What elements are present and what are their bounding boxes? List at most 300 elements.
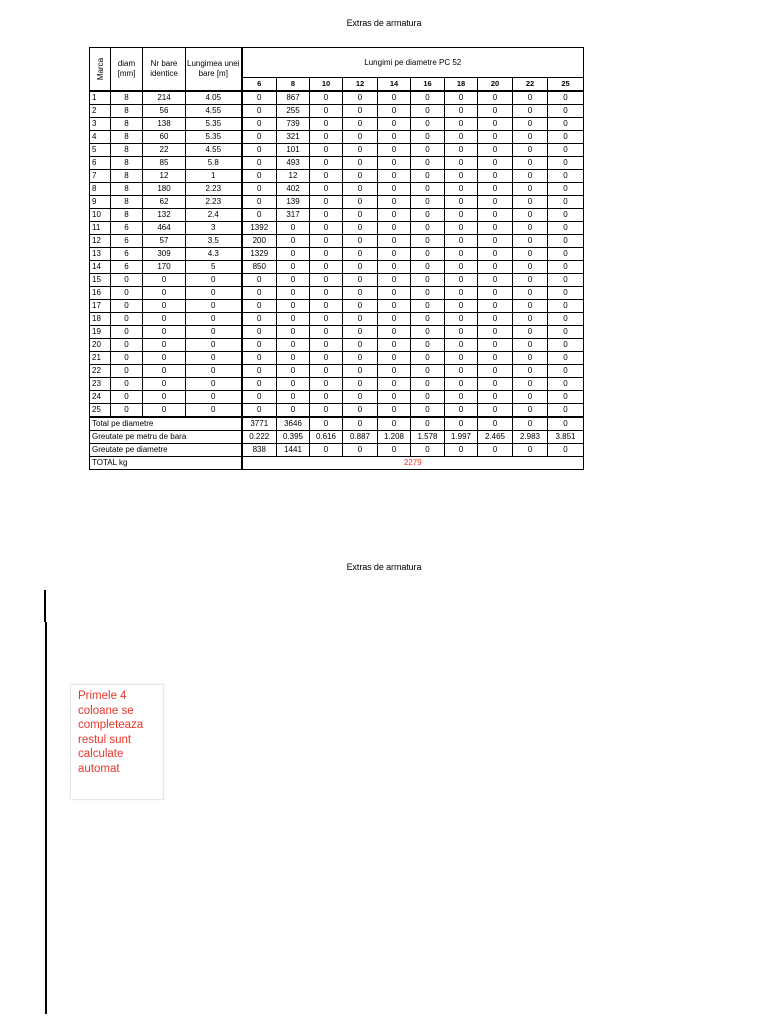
cell-lungime-diametru: 0 — [310, 170, 343, 183]
greutate-pe-diametre-row-value: 838 — [242, 444, 277, 457]
cell-lungime-diametru: 0 — [513, 287, 548, 300]
cell-lungime-diametru: 0 — [478, 144, 513, 157]
cell-lungime-diametru: 0 — [445, 91, 478, 105]
header-diameter: 12 — [343, 78, 378, 92]
cell-diam: 0 — [111, 300, 143, 313]
cell-lungime-diametru: 0 — [411, 261, 445, 274]
cell-lungime-diametru: 0 — [445, 339, 478, 352]
cell-lungime-diametru: 0 — [478, 157, 513, 170]
cell-lungime-diametru: 0 — [478, 170, 513, 183]
greutate-pe-diametre-row-value: 0 — [310, 444, 343, 457]
cell-lungime-diametru: 0 — [548, 235, 584, 248]
table-row — [90, 378, 584, 391]
cell-lungime-diametru: 0 — [478, 378, 513, 391]
cell-nr-bare: 0 — [143, 313, 186, 326]
cell-marca: 22 — [90, 365, 111, 378]
cell-lungime-diametru: 0 — [548, 378, 584, 391]
table-row — [90, 300, 584, 313]
cell-lungime-diametru: 0 — [478, 404, 513, 418]
cell-diam: 8 — [111, 170, 143, 183]
cell-lungime-diametru: 0 — [378, 183, 411, 196]
cell-lungime-diametru: 0 — [445, 209, 478, 222]
cell-lungime-diametru: 0 — [445, 196, 478, 209]
header-diameter: 10 — [310, 78, 343, 92]
cell-lungime-diametru: 0 — [411, 300, 445, 313]
cell-lungime: 4.3 — [186, 248, 242, 261]
cell-lungime: 4.55 — [186, 105, 242, 118]
cell-lungime: 4.55 — [186, 144, 242, 157]
sheet-title-top: Extras de armatura — [346, 18, 422, 28]
cell-lungime-diametru: 101 — [277, 144, 310, 157]
cell-lungime-diametru: 0 — [310, 352, 343, 365]
cell-lungime-diametru: 0 — [513, 261, 548, 274]
cell-lungime-diametru: 0 — [310, 144, 343, 157]
cell-lungime-diametru: 0 — [343, 170, 378, 183]
table-row — [90, 274, 584, 287]
cell-nr-bare: 60 — [143, 131, 186, 144]
cell-marca: 3 — [90, 118, 111, 131]
cell-lungime-diametru: 0 — [445, 235, 478, 248]
cell-lungime-diametru: 0 — [343, 196, 378, 209]
cell-lungime-diametru: 317 — [277, 209, 310, 222]
cell-lungime-diametru: 0 — [411, 287, 445, 300]
cell-lungime-diametru: 0 — [445, 378, 478, 391]
cell-lungime-diametru: 0 — [242, 183, 277, 196]
table-row — [90, 287, 584, 300]
cell-lungime: 0 — [186, 313, 242, 326]
greutate-pe-metru-row — [90, 431, 584, 444]
cell-nr-bare: 62 — [143, 196, 186, 209]
greutate-pe-diametre-row-value: 0 — [445, 444, 478, 457]
cell-lungime-diametru: 0 — [411, 248, 445, 261]
cell-nr-bare: 214 — [143, 91, 186, 105]
cell-lungime-diametru: 0 — [277, 365, 310, 378]
cell-nr-bare: 0 — [143, 391, 186, 404]
cell-lungime-diametru: 0 — [343, 274, 378, 287]
cell-lungime-diametru: 0 — [378, 209, 411, 222]
cell-diam: 8 — [111, 209, 143, 222]
comment-note[interactable] — [70, 684, 164, 800]
cell-lungime-diametru: 0 — [310, 248, 343, 261]
greutate-pe-metru-row-value: 0.616 — [310, 431, 343, 444]
header-diameter: 22 — [513, 78, 548, 92]
cell-lungime-diametru: 0 — [513, 352, 548, 365]
cell-lungime-diametru: 0 — [310, 157, 343, 170]
cell-marca: 4 — [90, 131, 111, 144]
cell-nr-bare: 0 — [143, 378, 186, 391]
cell-lungime-diametru: 0 — [411, 183, 445, 196]
cell-lungime-diametru: 0 — [378, 248, 411, 261]
cell-lungime-diametru: 0 — [478, 287, 513, 300]
cell-lungime-diametru: 0 — [343, 118, 378, 131]
cell-lungime-diametru: 0 — [242, 170, 277, 183]
cell-lungime: 0 — [186, 339, 242, 352]
cell-lungime-diametru: 0 — [310, 391, 343, 404]
cell-lungime-diametru: 0 — [513, 404, 548, 418]
table-row — [90, 235, 584, 248]
greutate-pe-metru-row-label: Greutate pe metru de bara — [90, 431, 242, 444]
cell-lungime-diametru: 1392 — [242, 222, 277, 235]
cell-lungime-diametru: 0 — [277, 300, 310, 313]
cell-lungime-diametru: 0 — [513, 274, 548, 287]
table-row — [90, 157, 584, 170]
cell-lungime-diametru: 0 — [277, 378, 310, 391]
cell-lungime: 4.05 — [186, 91, 242, 105]
cell-lungime-diametru: 255 — [277, 105, 310, 118]
table-row — [90, 91, 584, 105]
cell-diam: 0 — [111, 391, 143, 404]
header-diameter: 8 — [277, 78, 310, 92]
cell-nr-bare: 57 — [143, 235, 186, 248]
cell-nr-bare: 0 — [143, 352, 186, 365]
cell-lungime-diametru: 0 — [478, 365, 513, 378]
cell-lungime-diametru: 0 — [548, 183, 584, 196]
cell-lungime-diametru: 0 — [343, 404, 378, 418]
cell-lungime-diametru: 0 — [478, 183, 513, 196]
cell-lungime-diametru: 0 — [343, 91, 378, 105]
total-pe-diametre-row-value: 0 — [411, 417, 445, 431]
cell-nr-bare: 309 — [143, 248, 186, 261]
header-lungimea: Lungimea unei bare [m] — [186, 48, 242, 92]
cell-lungime-diametru: 0 — [310, 183, 343, 196]
cell-nr-bare: 170 — [143, 261, 186, 274]
cell-lungime-diametru: 0 — [242, 378, 277, 391]
cell-lungime-diametru: 0 — [411, 170, 445, 183]
cell-lungime-diametru: 0 — [242, 300, 277, 313]
table-row — [90, 313, 584, 326]
table-row — [90, 196, 584, 209]
extras-armatura-table — [89, 47, 584, 470]
cell-lungime-diametru: 0 — [411, 274, 445, 287]
cell-diam: 8 — [111, 183, 143, 196]
cell-lungime-diametru: 0 — [378, 391, 411, 404]
cell-nr-bare: 0 — [143, 339, 186, 352]
cell-lungime-diametru: 0 — [513, 91, 548, 105]
cell-lungime-diametru: 0 — [343, 105, 378, 118]
cell-marca: 17 — [90, 300, 111, 313]
cell-lungime-diametru: 0 — [478, 352, 513, 365]
cell-lungime-diametru: 0 — [478, 222, 513, 235]
cell-marca: 19 — [90, 326, 111, 339]
table-row — [90, 261, 584, 274]
cell-lungime-diametru: 0 — [277, 313, 310, 326]
cell-lungime-diametru: 0 — [513, 313, 548, 326]
cell-lungime-diametru: 0 — [378, 91, 411, 105]
table-row — [90, 144, 584, 157]
cell-marca: 6 — [90, 157, 111, 170]
greutate-pe-diametre-row-value: 0 — [513, 444, 548, 457]
cell-lungime-diametru: 0 — [343, 339, 378, 352]
cell-lungime-diametru: 0 — [242, 313, 277, 326]
cell-nr-bare: 0 — [143, 300, 186, 313]
cell-lungime-diametru: 200 — [242, 235, 277, 248]
cell-lungime-diametru: 0 — [513, 248, 548, 261]
cell-lungime-diametru: 0 — [378, 326, 411, 339]
cell-lungime-diametru: 0 — [478, 326, 513, 339]
table-row — [90, 183, 584, 196]
cell-diam: 0 — [111, 274, 143, 287]
cell-lungime-diametru: 0 — [277, 287, 310, 300]
cell-lungime-diametru: 0 — [478, 209, 513, 222]
cell-lungime-diametru: 0 — [513, 300, 548, 313]
total-pe-diametre-row-value: 0 — [445, 417, 478, 431]
cell-lungime-diametru: 0 — [242, 404, 277, 418]
cell-lungime-diametru: 0 — [378, 313, 411, 326]
cell-marca: 7 — [90, 170, 111, 183]
table-row — [90, 339, 584, 352]
cell-diam: 6 — [111, 248, 143, 261]
header-diam: diam [mm] — [111, 48, 143, 92]
cell-lungime-diametru: 0 — [310, 261, 343, 274]
cell-lungime-diametru: 0 — [242, 144, 277, 157]
cell-lungime-diametru: 0 — [513, 209, 548, 222]
cell-lungime-diametru: 0 — [343, 287, 378, 300]
cell-lungime-diametru: 0 — [343, 144, 378, 157]
cell-lungime-diametru: 0 — [411, 118, 445, 131]
header-diameter: 18 — [445, 78, 478, 92]
cell-diam: 8 — [111, 157, 143, 170]
greutate-pe-metru-row-value: 1.997 — [445, 431, 478, 444]
cell-marca: 10 — [90, 209, 111, 222]
cell-lungime-diametru: 0 — [343, 300, 378, 313]
cell-lungime-diametru: 0 — [310, 196, 343, 209]
cell-lungime-diametru: 0 — [310, 365, 343, 378]
cell-lungime-diametru: 0 — [378, 235, 411, 248]
cell-lungime-diametru: 0 — [343, 248, 378, 261]
cell-lungime-diametru: 139 — [277, 196, 310, 209]
cell-marca: 24 — [90, 391, 111, 404]
cell-lungime-diametru: 0 — [378, 339, 411, 352]
cell-lungime-diametru: 0 — [343, 365, 378, 378]
cell-lungime-diametru: 0 — [277, 235, 310, 248]
cell-lungime: 0 — [186, 391, 242, 404]
cell-lungime-diametru: 0 — [411, 105, 445, 118]
cell-lungime-diametru: 0 — [343, 378, 378, 391]
cell-lungime-diametru: 0 — [478, 248, 513, 261]
cell-lungime-diametru: 0 — [478, 105, 513, 118]
cell-lungime-diametru: 0 — [513, 326, 548, 339]
cell-lungime: 5.35 — [186, 131, 242, 144]
cell-lungime-diametru: 0 — [310, 235, 343, 248]
cell-lungime-diametru: 0 — [310, 209, 343, 222]
cell-lungime-diametru: 0 — [310, 404, 343, 418]
table-row — [90, 131, 584, 144]
cell-nr-bare: 138 — [143, 118, 186, 131]
cell-lungime-diametru: 0 — [548, 157, 584, 170]
margin-line — [44, 590, 46, 622]
greutate-pe-diametre-row — [90, 444, 584, 457]
cell-lungime-diametru: 0 — [513, 196, 548, 209]
cell-lungime-diametru: 0 — [343, 131, 378, 144]
cell-lungime-diametru: 867 — [277, 91, 310, 105]
cell-nr-bare: 56 — [143, 105, 186, 118]
cell-lungime-diametru: 0 — [548, 300, 584, 313]
cell-lungime-diametru: 0 — [513, 131, 548, 144]
cell-lungime-diametru: 0 — [548, 222, 584, 235]
greutate-pe-metru-row-value: 0.887 — [343, 431, 378, 444]
greutate-pe-diametre-row-value: 0 — [548, 444, 584, 457]
cell-lungime-diametru: 0 — [478, 339, 513, 352]
cell-lungime-diametru: 0 — [277, 404, 310, 418]
greutate-pe-diametre-row-label: Greutate pe diametre — [90, 444, 242, 457]
cell-lungime-diametru: 0 — [445, 365, 478, 378]
cell-lungime-diametru: 0 — [548, 261, 584, 274]
cell-lungime-diametru: 0 — [445, 352, 478, 365]
greutate-pe-metru-row-value: 2.465 — [478, 431, 513, 444]
cell-lungime-diametru: 0 — [513, 118, 548, 131]
cell-lungime-diametru: 0 — [411, 352, 445, 365]
cell-lungime-diametru: 0 — [411, 222, 445, 235]
cell-marca: 13 — [90, 248, 111, 261]
cell-lungime-diametru: 0 — [478, 313, 513, 326]
cell-lungime-diametru: 0 — [411, 209, 445, 222]
greutate-pe-metru-row-value: 3.851 — [548, 431, 584, 444]
greutate-pe-metru-row-value: 1.578 — [411, 431, 445, 444]
cell-diam: 8 — [111, 91, 143, 105]
total-pe-diametre-row-value: 0 — [478, 417, 513, 431]
cell-lungime-diametru: 0 — [548, 326, 584, 339]
cell-lungime-diametru: 0 — [277, 222, 310, 235]
cell-lungime-diametru: 0 — [310, 313, 343, 326]
cell-lungime-diametru: 0 — [378, 222, 411, 235]
cell-lungime-diametru: 0 — [310, 118, 343, 131]
header-diameter: 20 — [478, 78, 513, 92]
total-pe-diametre-row-label: Total pe diametre — [90, 417, 242, 431]
cell-diam: 0 — [111, 339, 143, 352]
cell-lungime-diametru: 0 — [513, 157, 548, 170]
table-row — [90, 352, 584, 365]
cell-lungime-diametru: 0 — [411, 365, 445, 378]
cell-lungime-diametru: 0 — [548, 209, 584, 222]
table-row — [90, 118, 584, 131]
cell-lungime-diametru: 0 — [277, 352, 310, 365]
cell-lungime-diametru: 0 — [242, 131, 277, 144]
cell-nr-bare: 180 — [143, 183, 186, 196]
cell-lungime-diametru: 0 — [310, 131, 343, 144]
cell-lungime-diametru: 0 — [242, 196, 277, 209]
cell-lungime-diametru: 0 — [548, 339, 584, 352]
total-kg-label: TOTAL kg — [90, 457, 242, 470]
table-row — [90, 222, 584, 235]
cell-lungime-diametru: 0 — [548, 144, 584, 157]
cell-lungime: 0 — [186, 378, 242, 391]
cell-lungime: 0 — [186, 326, 242, 339]
header-diameter: 16 — [411, 78, 445, 92]
cell-lungime: 5.8 — [186, 157, 242, 170]
cell-lungime-diametru: 0 — [513, 170, 548, 183]
cell-lungime-diametru: 0 — [242, 209, 277, 222]
cell-lungime-diametru: 321 — [277, 131, 310, 144]
cell-lungime-diametru: 0 — [310, 326, 343, 339]
cell-diam: 6 — [111, 222, 143, 235]
cell-diam: 0 — [111, 404, 143, 418]
cell-lungime-diametru: 0 — [310, 287, 343, 300]
cell-lungime-diametru: 493 — [277, 157, 310, 170]
cell-lungime-diametru: 0 — [343, 352, 378, 365]
cell-lungime-diametru: 0 — [445, 118, 478, 131]
cell-lungime-diametru: 0 — [548, 313, 584, 326]
cell-marca: 5 — [90, 144, 111, 157]
cell-lungime-diametru: 0 — [277, 391, 310, 404]
cell-lungime: 5.35 — [186, 118, 242, 131]
cell-lungime-diametru: 0 — [242, 339, 277, 352]
cell-lungime-diametru: 739 — [277, 118, 310, 131]
cell-lungime-diametru: 0 — [548, 196, 584, 209]
total-pe-diametre-row-value: 3771 — [242, 417, 277, 431]
greutate-pe-diametre-row-value: 1441 — [277, 444, 310, 457]
cell-lungime-diametru: 0 — [378, 131, 411, 144]
cell-lungime-diametru: 0 — [548, 105, 584, 118]
cell-marca: 2 — [90, 105, 111, 118]
cell-diam: 0 — [111, 287, 143, 300]
cell-lungime-diametru: 0 — [411, 144, 445, 157]
cell-nr-bare: 464 — [143, 222, 186, 235]
total-pe-diametre-row-value: 0 — [310, 417, 343, 431]
cell-lungime-diametru: 0 — [445, 326, 478, 339]
cell-nr-bare: 0 — [143, 274, 186, 287]
cell-lungime-diametru: 0 — [242, 105, 277, 118]
cell-diam: 0 — [111, 313, 143, 326]
cell-lungime: 5 — [186, 261, 242, 274]
cell-lungime-diametru: 0 — [343, 391, 378, 404]
cell-lungime-diametru: 0 — [478, 196, 513, 209]
cell-lungime-diametru: 0 — [277, 261, 310, 274]
cell-lungime-diametru: 0 — [378, 300, 411, 313]
cell-lungime-diametru: 0 — [411, 235, 445, 248]
cell-lungime-diametru: 0 — [242, 365, 277, 378]
cell-lungime-diametru: 0 — [445, 170, 478, 183]
cell-lungime-diametru: 0 — [548, 91, 584, 105]
cell-lungime-diametru: 0 — [445, 144, 478, 157]
cell-lungime-diametru: 0 — [378, 365, 411, 378]
cell-diam: 8 — [111, 105, 143, 118]
cell-marca: 21 — [90, 352, 111, 365]
cell-lungime-diametru: 1329 — [242, 248, 277, 261]
total-pe-diametre-row-value: 0 — [548, 417, 584, 431]
cell-lungime-diametru: 0 — [411, 131, 445, 144]
cell-lungime-diametru: 0 — [378, 378, 411, 391]
cell-lungime-diametru: 0 — [513, 105, 548, 118]
cell-marca: 20 — [90, 339, 111, 352]
cell-lungime-diametru: 0 — [548, 274, 584, 287]
cell-lungime-diametru: 0 — [343, 235, 378, 248]
header-lungimi-pe-diametre: Lungimi pe diametre PC 52 — [242, 48, 584, 78]
cell-lungime-diametru: 0 — [548, 287, 584, 300]
cell-lungime-diametru: 0 — [548, 131, 584, 144]
cell-lungime-diametru: 0 — [513, 378, 548, 391]
cell-diam: 8 — [111, 131, 143, 144]
cell-marca: 15 — [90, 274, 111, 287]
cell-lungime-diametru: 0 — [478, 235, 513, 248]
header-nr-bare: Nr bare identice — [143, 48, 186, 92]
cell-lungime-diametru: 0 — [343, 183, 378, 196]
greutate-pe-metru-row-value: 1.208 — [378, 431, 411, 444]
cell-lungime-diametru: 850 — [242, 261, 277, 274]
cell-lungime-diametru: 0 — [242, 287, 277, 300]
cell-marca: 11 — [90, 222, 111, 235]
cell-lungime: 0 — [186, 365, 242, 378]
cell-lungime-diametru: 402 — [277, 183, 310, 196]
cell-marca: 8 — [90, 183, 111, 196]
cell-lungime-diametru: 0 — [411, 391, 445, 404]
cell-lungime-diametru: 0 — [242, 118, 277, 131]
cell-lungime-diametru: 0 — [445, 222, 478, 235]
greutate-pe-metru-row-value: 2.983 — [513, 431, 548, 444]
cell-lungime-diametru: 0 — [310, 105, 343, 118]
cell-nr-bare: 85 — [143, 157, 186, 170]
cell-lungime-diametru: 0 — [411, 196, 445, 209]
cell-lungime-diametru: 0 — [343, 313, 378, 326]
